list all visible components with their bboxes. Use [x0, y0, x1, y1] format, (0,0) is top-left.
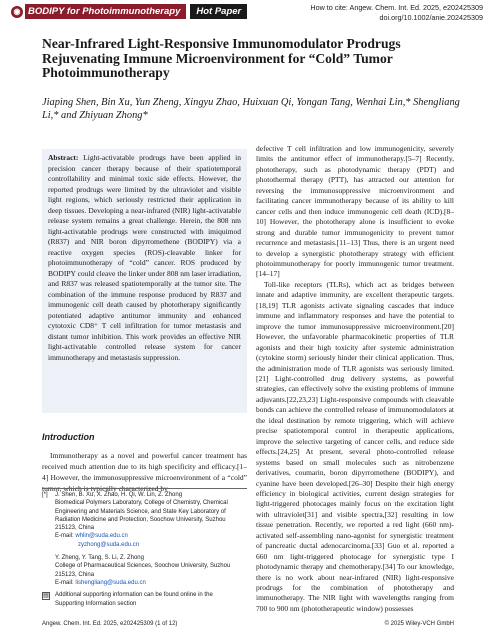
section-label: BODIPY for Photoimmunotherapy	[25, 4, 186, 19]
author-list: Jiaping Shen, Bin Xu, Yun Zheng, Xingyu Zhao, Huixuan Qi, Yongan Tang, Wenhai Lin,* Shengliang Li,* and Zhiyuan Zhong*	[42, 97, 460, 121]
affiliation-line: College of Pharmaceutical Sciences, Soochow University, Suzhou	[55, 563, 231, 570]
footer-copyright: © 2025 Wiley-VCH GmbH	[384, 621, 454, 627]
affiliation-line: Biomedical Polymers Laboratory, College of Chemistry, Chemical	[55, 500, 228, 507]
abstract-box	[42, 149, 247, 413]
email-label: E-mail:	[55, 533, 76, 540]
introduction-text: Immunotherapy as a novel and powerful cancer treatment has received much attention due to its high specificity and efficacy.[1–4] However, the immunosuppressive microenvironment of a “cold” tumor, which is typically characterized by	[42, 451, 247, 493]
abstract-label: Abstract:	[48, 153, 79, 162]
abstract-text: Light-activatable prodrugs have been applied in precision cancer therapy because of their spatiotemporal controllability and minimal toxic side effects. However, the reported prodrugs were limited by the ultraviolet and visible light regions, which seriously restricted their application in deep tissues. Developing a near-infrared (NIR) light-activatable release system remains a great challenge. Herein, the 808 nm light-activatable prodrugs were constructed with imiquimod (R837) and NIR boron dipyrromethene (BODIPY) via a reactive oxygen species (ROS)-cleavable linker for photoimmunotherapy of “cold” cancer. ROS produced by BODIPY could cleave the linker under 808 nm laser irradiation, and R837 was released spatiotemporally at the tumor site. The combination of the immune response produced by R837 and immunogenic cell death caused by phototherapy significantly potentiated adaptive antitumor immunity and enhanced cytotoxic CD8⁺ T cell infiltration for tumor metastasis and distant tumor inhibition. This work provides an effective NIR light-activatable controlled release system for cancer immunotherapy and metastasis suppression.	[48, 153, 241, 362]
affiliation-line: Engineering and Materials Science, and State Key Laboratory of	[55, 508, 226, 515]
supporting-info-icon: ▤	[43, 593, 49, 600]
supporting-info-line: Additional supporting information can be found online in the	[55, 592, 213, 599]
affiliation-line: Y. Zheng, Y. Tang, S. Li, Z. Zhong	[55, 555, 144, 562]
email-link[interactable]: whlin@suda.edu.cn	[75, 533, 128, 540]
affiliation-line: J. Shen, B. Xu, X. Zhao, H. Qi, W. Lin, Z. Zhong	[55, 492, 183, 498]
introduction-heading: Introduction	[42, 432, 95, 442]
citation-line: How to cite: Angew. Chem. Int. Ed. 2025, e202425309	[310, 3, 483, 12]
correspondence-mark: [*]	[42, 492, 48, 498]
hot-paper-badge: Hot Paper	[190, 4, 247, 19]
footnote-divider	[42, 488, 247, 489]
affiliation-line: 215123, China	[55, 525, 95, 532]
doi-line[interactable]: doi.org/10.1002/anie.202425309	[379, 13, 483, 22]
email-link[interactable]: lishengliang@suda.edu.cn	[75, 579, 146, 586]
abstract	[48, 153, 241, 363]
body-paragraph: defective T cell infiltration and low immunogenicity, severely limits the antitumor effect of immunotherapy.[5–7] Recently, phototherapy, such as photodynamic therapy (PDT) and photothermal therapy (PTT), has attracted our attention for reversing the immunosuppressive microenvironment and facilitating cancer immunotherapy because of its ability to kill cancer cells and then induce immunogenic cell death (ICD).[8–10] However, the phototherapy alone is insufficient to evoke strong and durable tumor immunogenicity to prevent tumor recurrence and metastasis.[11–13] Thus, there is an urgent need to develop a synergistic phototherapy strategy with efficient photoimmunotherapy for poorly immunogenic tumor treatment.[14–17]	[256, 144, 454, 279]
affiliation-line: Radiation Medicine and Protection, Soochow University, Suzhou	[55, 516, 226, 523]
email-row	[55, 532, 247, 540]
article-title: Near-Infrared Light-Responsive Immunomodulator Prodrugs Rejuvenating Immune Microenvironment for “Cold” Tumor Photoimmunotherapy	[42, 36, 401, 80]
supporting-info-note[interactable]	[42, 591, 247, 608]
email-row	[55, 541, 247, 549]
email-row	[55, 579, 247, 587]
right-column	[256, 144, 454, 614]
email-link[interactable]: zyzhong@suda.edu.cn	[78, 541, 140, 548]
affiliation-line: 215123, China	[55, 571, 95, 578]
body-paragraph: Toll-like receptors (TLRs), which act as bridges between innate and adaptive immunity, are excellent therapeutic targets.[18,19] TLR agonists activate signaling cascades that induce immune and inflammatory responses and have the potential to improve the tumor immunosuppressive microenvironment.[20] However, the unfavorable pharmacokinetic properties of TLR agonists and their high toxicity after systemic administration (cytokine storm) seriously hinder their clinical application. Thus, the administration mode of TLR agonists was seriously limited.[21] Light-controlled drug delivery systems, as powerful strategies, can effectively solve the existing problems of immune adjuvants.[22,23,23] Light-responsive compounds with cleavable bonds can achieve the controlled release of immunomodulators at the ideal destination by remote triggering, which will achieve precise spatiotemporal control in therapeutic applications, improve the selective targeting of cancer cells, and reduce side effects.[24,25] At present, several photo-controlled release systems based on small molecules such as nitrobenzene derivatives, coumarin, boron dipyrromethene (BODIPY), and cyanine have been developed.[26–30] Despite their high energy efficiency in biological activities, current design strategies for light-triggered photocages mainly focus on the excitation light with ultraviolet[31] and visible spectra,[32] resulting in low tissue penetration. Recently, we reported a red light (660 nm)-activated self-assembling nano-agonist for synergistic treatment of pancreatic ductal adenocarcinoma.[33] Guo et al. reported a 660 nm light-triggered photocage for synergistic type I photodynamic therapy and chemotherapy.[34] To our knowledge, there is no work about near-infrared (NIR) light-responsive prodrugs for the combination of phototherapy and immunotherapy. The NIR light with wavelengths ranging from 700 to 900 nm (phototherapeutic window) possesses	[256, 279, 454, 613]
supporting-info-line: Supporting Information section	[55, 600, 137, 607]
journal-logo-icon: ◉	[11, 6, 23, 18]
journal-section-banner	[11, 4, 247, 19]
email-label: E-mail:	[55, 579, 76, 586]
footer-citation: Angew. Chem. Int. Ed. 2025, e202425309 (1 of 12)	[42, 621, 178, 627]
citation-block	[310, 3, 483, 23]
affiliations	[42, 491, 247, 608]
